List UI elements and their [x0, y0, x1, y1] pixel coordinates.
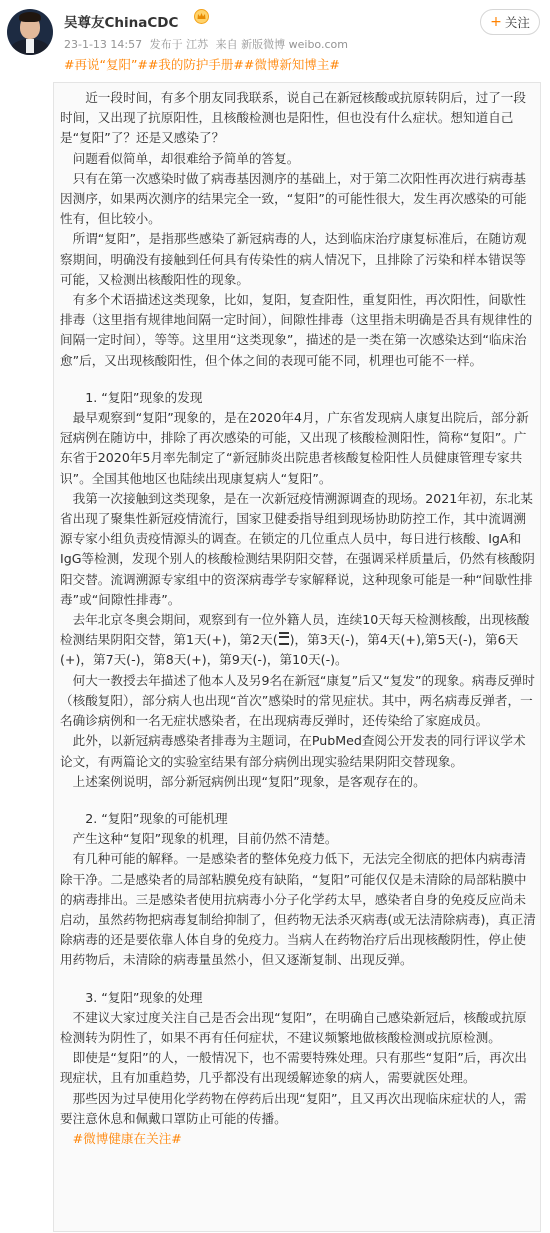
- paragraph: 不建议大家过度关注自己是否会出现“复阳”，在明确自己感染新冠后，核酸或抗原检测转为阴性了，如果不再有任何症状，不建议频繁地做核酸检测或抗原检测。: [60, 1009, 527, 1045]
- crown-icon: [194, 9, 209, 24]
- paragraph: 问题看似简单，却很难给予简单的答复。: [72, 150, 300, 166]
- article-body: [60, 88, 538, 1149]
- paragraph: 所谓“复阳”，是指那些感染了新冠病毒的人，达到临床治疗康复标准后，在随访观察期间，明确没有接触到任何具有传染性的病人情况下，且排除了污染和样本错误等可能，又检测出核酸阳性的现象。: [60, 231, 527, 287]
- paragraph: 我第一次接触到这类现象，是在一次新冠疫情溯源调查的现场。2021年初，东北某省出现了聚集性新冠疫情流行，国家卫健委指导组到现场协助防控工作，其中流调溯源专家小组负责疫情源头的调查。在锁定的几位重点人员中，每日进行核酸、IgA和IgG等检测，发现个别人的核酸检测结果阴阳交替，在强调采样质量后，仍然有核酸阴阳交替。流调溯源专家组中的资深病毒学专家解释说，这种现象可能是一种“间歇性排毒”或“间隙性排毒”。: [60, 490, 535, 607]
- paragraph-part: 去年北京冬奥会期间，观察到有一位外籍人员，连续10天每天检测核酸，出现核酸检测结果阴阳交替，第1天(+)，第2天(: [60, 612, 530, 648]
- paragraph: 产生这种“复阳”现象的机理，目前仍然不清楚。: [72, 831, 338, 847]
- paragraph: 只有在第一次感染时做了病毒基因测序的基础上，对于第二次阳性再次进行病毒基因测序，如果两次测序的结果完全一致，“复阳”的可能性很大，发生再次感染的可能性有，但比较小。: [60, 170, 527, 227]
- paragraph: 此外，以新冠病毒感染者排毒为主题词，在PubMed查阅公开发表的同行评议学术论文，有两篇论文的实验室结果有部分病例出现实验结果阴阳交替现象。: [60, 733, 526, 769]
- plus-icon: +: [490, 14, 502, 30]
- paragraph-part: )，第3天(-)，第4天(+),第5天(-)，第6天(+)，第7天(-)，第8天(+)，第9天(-)，第10天(-)。: [60, 632, 519, 668]
- post-location: 发布于 江苏: [149, 38, 209, 51]
- section-heading: 3. “复阳”现象的处理: [85, 989, 203, 1005]
- paragraph: 何大一教授去年描述了他本人及另9名在新冠“康复”后又“复发”的现象。病毒反弹时（核酸复阳），部分病人也出现“首次”感染时的常见症状。其中，两名病毒反弹者，一名确诊病例和一名无症状感染者，在出现病毒反弹时，还传染给了家庭成员。: [60, 672, 535, 729]
- post-meta: [64, 36, 352, 52]
- paragraph: 上述案例说明，部分新冠病例出现“复阳”现象，是客观存在的。: [72, 773, 426, 789]
- follow-label: 关注: [504, 15, 530, 30]
- avatar[interactable]: [7, 9, 53, 55]
- section-heading: 1. “复阳”现象的发现: [85, 389, 203, 405]
- post-source: 来自 新版微博 weibo.com: [215, 38, 348, 51]
- section-heading: 2. “复阳”现象的可能机理: [85, 810, 228, 826]
- paragraph: [60, 610, 538, 671]
- paragraph: 有几种可能的解释。一是感染者的整体免疫力低下，无法完全彻底的把体内病毒清除干净。二是感染者的局部粘膜免疫有缺陷，“复阳”可能仅仅是未清除的局部粘膜中的病毒排出。三是感染者使用抗病毒小分子化学药太早，感染者自身的免疫反应尚未启动，虽然药物把病毒复制给抑制了，但药物无法杀灭病毒(或无法清除病毒)，真正清除病毒的还是要依靠人体自身的免疫力。当病人在药物治疗后出现核酸阴性，停止使用药物后，未清除的病毒量虽然小，但又逐渐复制、出现反弹。: [60, 851, 536, 968]
- paragraph: 有多个术语描述这类现象，比如，复阳，复查阳性，重复阳性，再次阳性，间歇性排毒（这里指有规律地间隔一定时间），间隙性排毒（这里指未明确是否具有规律性的间隔一定时间），等等。这里用“这类现象”，描述的是一类在第一次感染达到“临床治愈”后，又出现核酸阳性，但个体之间的表现可能不同，机理也可能不一样。: [60, 292, 533, 368]
- paragraph: 那些因为过早使用化学药物在停药后出现“复阳”，且又再次出现临床症状的人，需要注意休息和佩戴口罩防止可能的传播。: [60, 1090, 527, 1126]
- paragraph: 最早观察到“复阳”现象的，是在2020年4月，广东省发现病人康复出院后，部分新冠病例在随访中，排除了再次感染的可能，又出现了核酸检测阳性，简称“复阳”。广东省于2020年5月率先制定了“新冠肺炎出院患者核酸复检阳性人员健康管理专家共识”。全国其他地区也陆续出现康复病人“复阳”。: [60, 410, 529, 486]
- paragraph: 近一段时间，有多个朋友同我联系，说自己在新冠核酸或抗原转阴后，过了一段时间，又出现了抗原阳性，且核酸检测也是阳性，但也没有什么症状。想知道自己是“复阳”了？还是又感染了？: [60, 90, 526, 146]
- post-date: 23-1-13 14:57: [64, 38, 143, 51]
- author-name[interactable]: 吴尊友ChinaCDC: [64, 15, 179, 31]
- paragraph: 即使是“复阳”的人，一般情况下，也不需要特殊处理。只有那些“复阳”后，再次出现症状，且有加重趋势，几乎都没有出现缓解迹象的病人，需要就医处理。: [60, 1050, 527, 1086]
- hashtag-link[interactable]: #微博健康在关注#: [72, 1130, 182, 1146]
- menu-icon: [279, 632, 289, 645]
- follow-button[interactable]: [480, 9, 540, 35]
- post-header: [0, 0, 550, 80]
- topic-tags[interactable]: #再说“复阳”##我的防护手册##微博新知博主#: [64, 57, 340, 72]
